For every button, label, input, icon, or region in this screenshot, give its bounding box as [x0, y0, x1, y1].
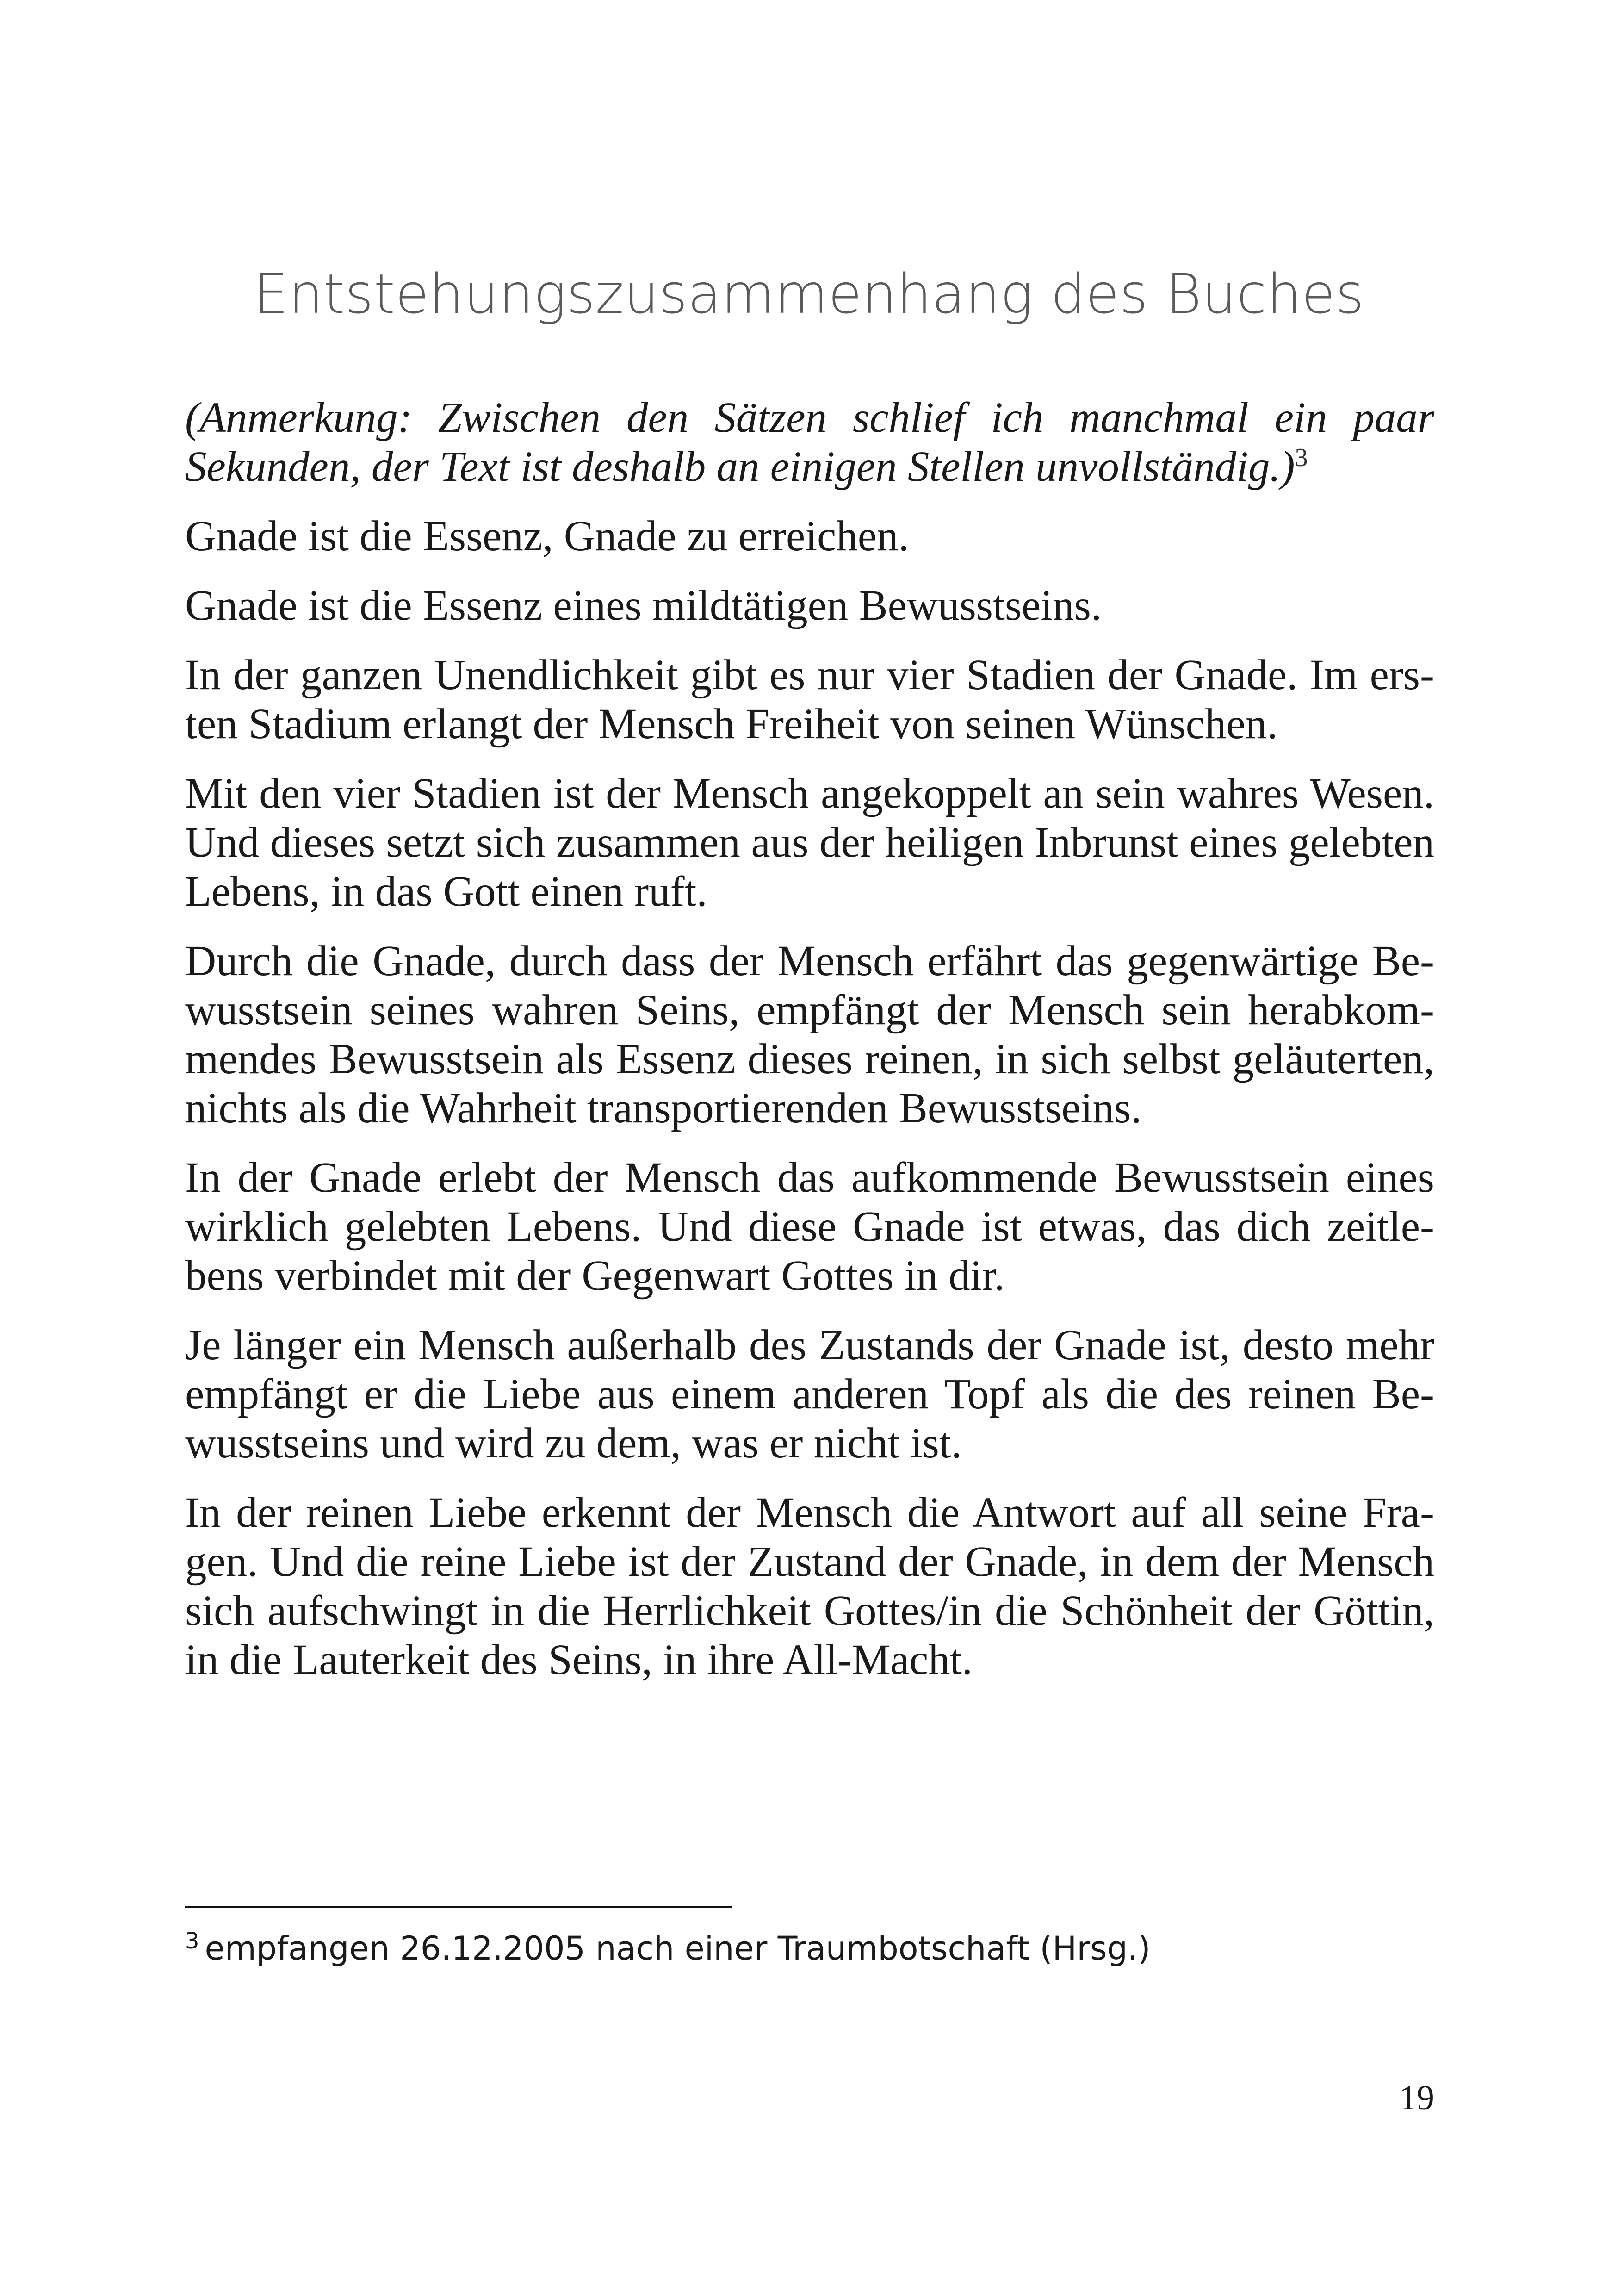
paragraph: Gnade ist die Essenz eines mildtätigen Bewusstseins. — [185, 582, 1102, 629]
footnote-number: 3 — [185, 1928, 199, 1954]
paragraph: Mit den vier Stadien ist der Mensch angekoppelt an sein wahres Wesen. Und dieses setzt sich zusammen aus der heiligen Inbrunst eines gelebten Lebens, in das Gott einen ruft. — [185, 770, 1434, 915]
footnote — [185, 1925, 1434, 1972]
editor-note-text: (Anmerkung: Zwischen den Sätzen schlief ich manchmal ein paar Sekunden, der Text ist deshalb an einigen Stellen unvollständig.) — [185, 394, 1434, 491]
editor-note — [185, 393, 1434, 492]
paragraph: In der ganzen Unendlichkeit gibt es nur vier Stadien der Gnade. Im ersten Stadium erlangt der Mensch Freiheit von seinen Wünschen. — [185, 651, 1434, 748]
paragraph: Gnade ist die Essenz, Gnade zu erreichen. — [185, 512, 909, 560]
paragraph: Durch die Gnade, durch dass der Mensch erfährt das gegenwärtige Bewusstsein seines wahren Seins, empfängt der Mensch sein herabkommendes Bewusstsein als Essenz dieses reinen, in sich selbst geläuterten, nichts als die Wahrheit transportierenden Bewusstseins. — [185, 937, 1434, 1132]
paragraph: Je länger ein Mensch außerhalb des Zustands der Gnade ist, desto mehr empfängt er die Liebe aus einem anderen Topf als die des reinen Bewusstseins und wird zu dem, was er nicht ist. — [185, 1321, 1434, 1467]
paragraph: In der Gnade erlebt der Mensch das aufkommende Bewusstsein eines wirklich gelebten Lebens. Und diese Gnade ist etwas, das dich zeitlebens verbindet mit der Gegenwart Gottes in dir. — [185, 1154, 1434, 1300]
page-number: 19 — [1399, 2078, 1434, 2117]
body-text — [185, 393, 1434, 1705]
footnote-text: empfangen 26.12.2005 nach einer Traumbotschaft (Hrsg.) — [205, 1929, 1151, 1967]
footnote-reference: 3 — [1295, 443, 1308, 472]
footnote-separator — [185, 1906, 732, 1908]
page-title: Entstehungszusammenhang des Buches — [254, 262, 1364, 326]
paragraph: In der reinen Liebe erkennt der Mensch die Antwort auf all seine Fragen. Und die reine Liebe ist der Zustand der Gnade, in dem der Mensch sich aufschwingt in die Herrlichkeit Gottes/in die Schönheit der Göttin, in die Lauterkeit des Seins, in ihre All-Macht. — [185, 1489, 1434, 1684]
